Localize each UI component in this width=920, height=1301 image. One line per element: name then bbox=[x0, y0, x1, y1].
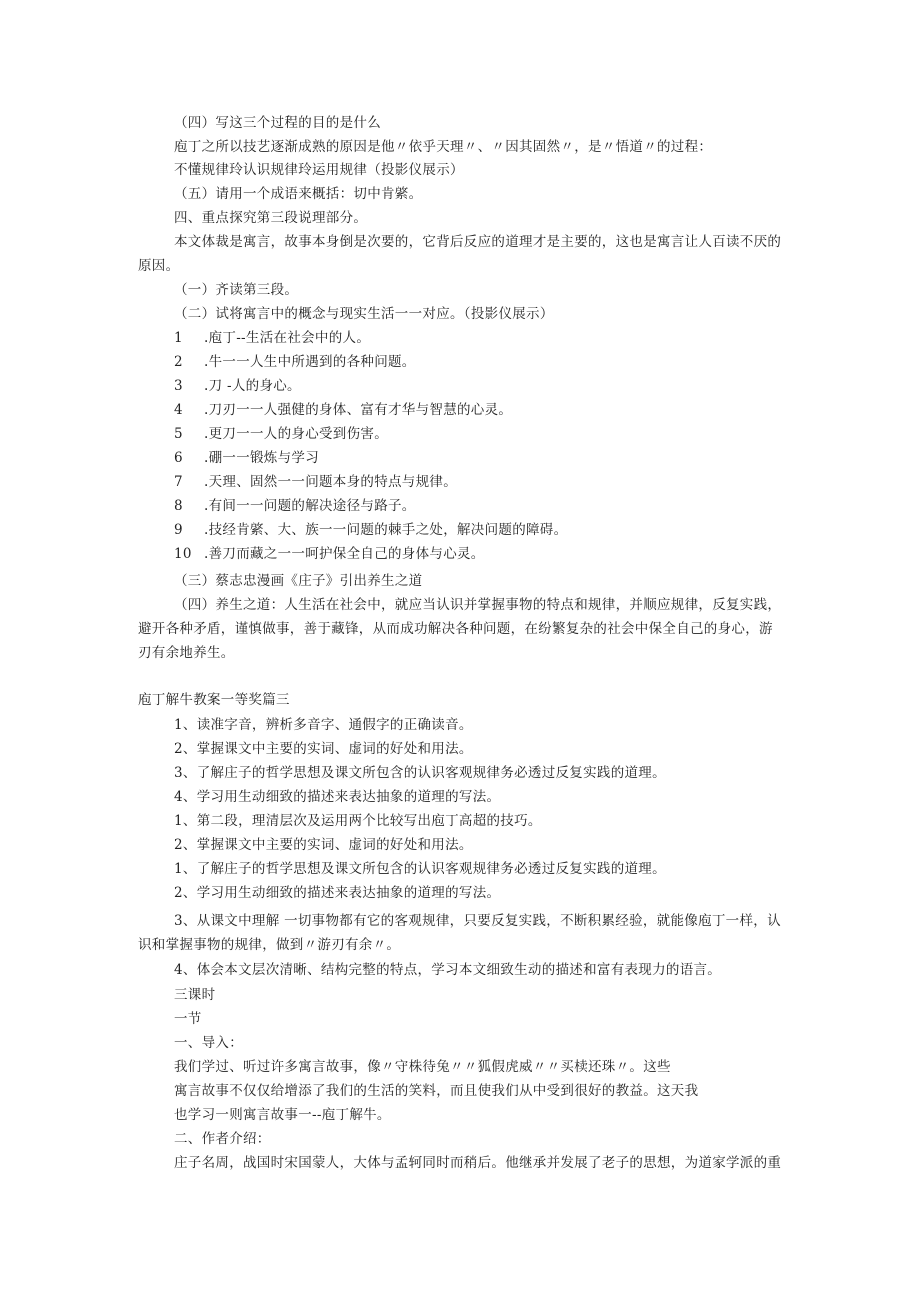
paragraph-line: 刃有余地养生。 bbox=[138, 645, 235, 661]
list-item: 2、掌握课文中主要的实词、虚词的好处和用法。 bbox=[174, 741, 473, 757]
list-item bbox=[174, 329, 370, 347]
section-heading: 四、重点探究第三段说理部分。 bbox=[174, 210, 368, 226]
list-number: 7 bbox=[174, 474, 183, 490]
paragraph-line: 我们学过、听过许多寓言故事，像〃守株待兔〃〃狐假虎威〃〃买椟还珠〃。这些 bbox=[174, 1059, 671, 1075]
list-text: .庖丁--生活在社会中的人。 bbox=[204, 330, 371, 346]
paragraph-line: 寓言故事不仅仅给增添了我们的生活的笑料，而且使我们从中受到很好的教益。这天我 bbox=[174, 1083, 699, 1099]
list-text: .更刀一一人的身心受到伤害。 bbox=[204, 426, 388, 442]
list-item: 4、学习用生动细致的描述来表达抽象的道理的写法。 bbox=[174, 789, 501, 805]
paragraph-line: 原因。 bbox=[138, 258, 180, 274]
list-item bbox=[174, 449, 319, 467]
paragraph-line: 不懂规律玲认识规律玲运用规律（投影仪展示） bbox=[174, 162, 464, 178]
list-number: 1 bbox=[174, 330, 183, 346]
paragraph-line: 识和掌握事物的规律，做到〃游刃有余〃。 bbox=[138, 937, 401, 953]
list-item bbox=[174, 473, 457, 491]
subheading: （二）试将寓言中的概念与现实生活一一对应。（投影仪展示） bbox=[174, 306, 554, 322]
list-item bbox=[174, 545, 485, 563]
paragraph-line: 本文体裁是寓言，故事本身倒是次要的，它背后反应的道理才是主要的，这也是寓言让人百读不厌的 bbox=[174, 234, 782, 250]
list-text: .有间一一问题的解决途径与路子。 bbox=[204, 498, 416, 514]
section-heading: 二、作者介绍： bbox=[174, 1131, 271, 1147]
list-number: 5 bbox=[174, 426, 183, 442]
paragraph-line: （四）养生之道：人生活在社会中，就应当认识并掌握事物的特点和规律，并顺应规律，反复实践， bbox=[174, 597, 782, 613]
list-number: 9 bbox=[174, 522, 183, 538]
list-text: .技经肯綮、大、族一一问题的棘手之处，解决问题的障碍。 bbox=[204, 522, 568, 538]
list-item: 2、掌握课文中主要的实词、虚词的好处和用法。 bbox=[174, 837, 473, 853]
list-item bbox=[174, 521, 567, 539]
list-item bbox=[174, 401, 512, 419]
list-number: 8 bbox=[174, 498, 183, 514]
list-item: 3、从课文中理解 一切事物都有它的客观规律，只要反复实践，不断积累经验，就能像庖丁一样，认 bbox=[174, 913, 781, 929]
list-item: 1、了解庄子的哲学思想及课文所包含的认识客观规律务必透过反复实践的道理。 bbox=[174, 861, 666, 877]
list-number: 4 bbox=[174, 402, 183, 418]
list-text: .硼一一锻炼与学习 bbox=[204, 450, 319, 466]
paragraph-line: 避开各种矛盾，谨慎做事，善于藏锋，从而成功解决各种问题，在纷繁复杂的社会中保全自己的身心，游 bbox=[138, 621, 773, 637]
list-item: 3、了解庄子的哲学思想及课文所包含的认识客观规律务必透过反复实践的道理。 bbox=[174, 765, 666, 781]
section-heading: 一、导入： bbox=[174, 1035, 243, 1051]
list-number: 3 bbox=[174, 378, 183, 394]
list-number: 2 bbox=[174, 354, 183, 370]
paragraph-line: 一节 bbox=[174, 1011, 202, 1027]
list-number: 6 bbox=[174, 450, 183, 466]
list-item: 4、体会本文层次清晰、结构完整的特点，学习本文细致生动的描述和富有表现力的语言。 bbox=[174, 962, 722, 978]
subheading: （五）请用一个成语来概括：切中肯綮。 bbox=[174, 186, 423, 202]
list-item: 1、读准字音，辨析多音字、通假字的正确读音。 bbox=[174, 717, 473, 733]
list-item bbox=[174, 353, 416, 371]
list-text: .牛一一人生中所遇到的各种问题。 bbox=[204, 354, 416, 370]
list-text: .善刀而藏之一一呵护保全自己的身体与心灵。 bbox=[204, 546, 485, 562]
paragraph-line: 庖丁之所以技艺逐渐成熟的原因是他〃依乎天理〃、〃因其固然〃，是〃悟道〃的过程： bbox=[174, 139, 713, 155]
paragraph-line: 也学习一则寓言故事一--庖丁解牛。 bbox=[174, 1107, 391, 1123]
list-number: 10 bbox=[174, 546, 192, 562]
subheading: （四）写这三个过程的目的是什么 bbox=[174, 115, 381, 131]
subheading: （三）蔡志忠漫画《庄子》引出养生之道 bbox=[174, 573, 423, 589]
list-item: 2、学习用生动细致的描述来表达抽象的道理的写法。 bbox=[174, 885, 501, 901]
list-text: .刀 -人的身心。 bbox=[204, 378, 301, 394]
list-item bbox=[174, 377, 301, 395]
section-title: 庖丁解牛教案一等奖篇三 bbox=[138, 692, 290, 708]
list-item: 1、第二段，理清层次及运用两个比较写出庖丁高超的技巧。 bbox=[174, 813, 542, 829]
list-text: .刀刃一一人强健的身体、富有才华与智慧的心灵。 bbox=[204, 402, 513, 418]
paragraph-line: 三课时 bbox=[174, 987, 216, 1003]
list-text: .天理、固然一一问题本身的特点与规律。 bbox=[204, 474, 457, 490]
list-item bbox=[174, 497, 416, 515]
subheading: （一）齐读第三段。 bbox=[174, 282, 299, 298]
paragraph-line: 庄子名周，战国时宋国蒙人，大体与孟轲同时而稍后。他继承并发展了老子的思想，为道家学派的重 bbox=[174, 1155, 782, 1171]
list-item bbox=[174, 425, 388, 443]
